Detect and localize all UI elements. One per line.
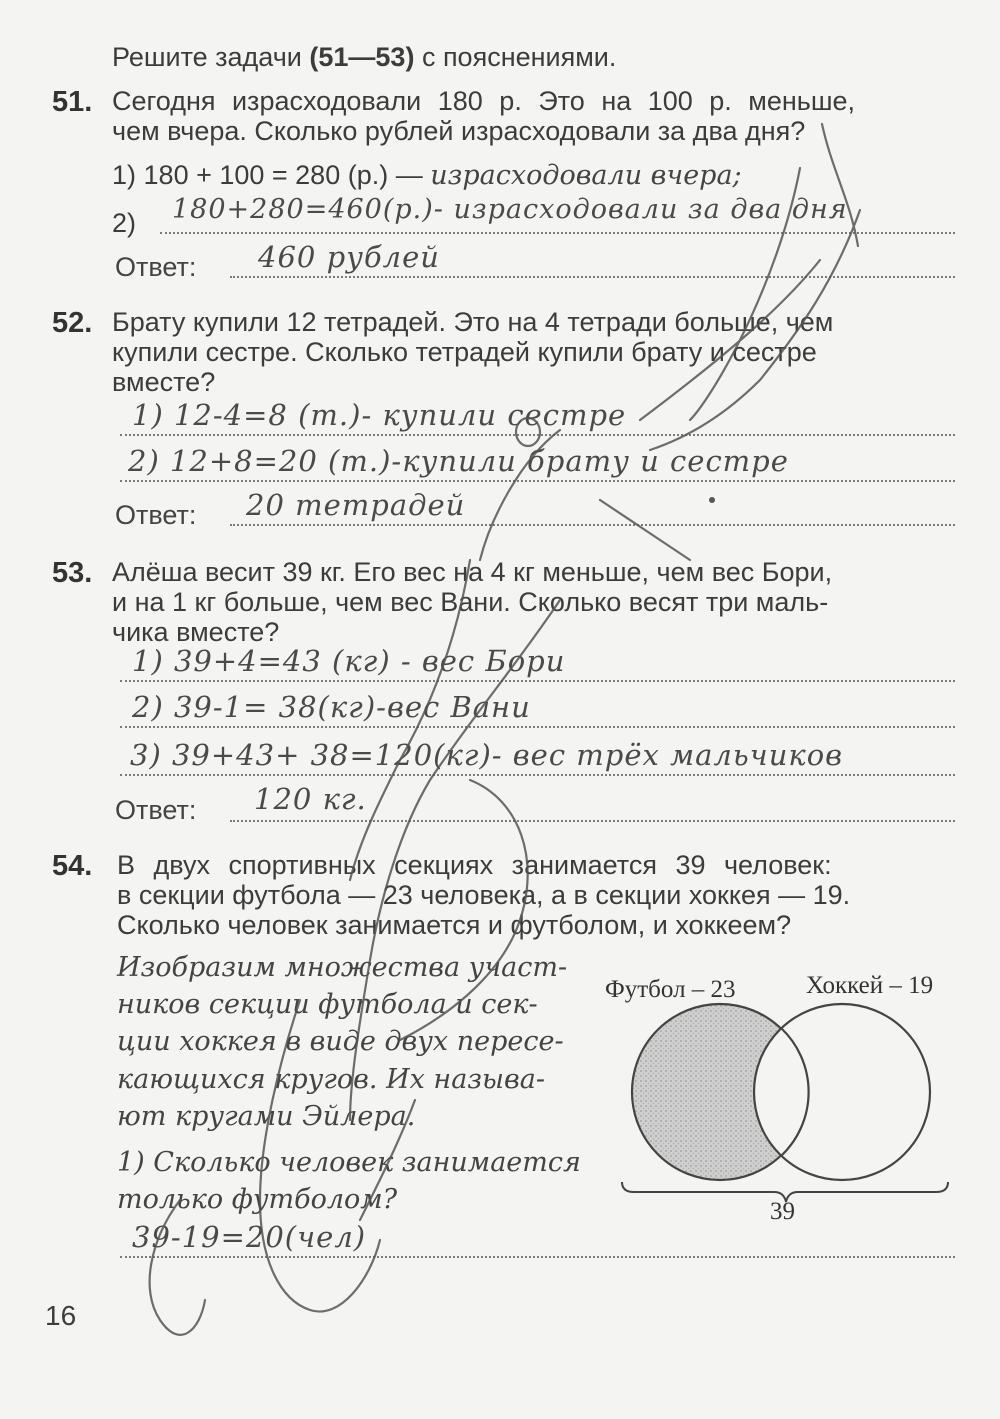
task-51-step1: 1) 180 + 100 = 280 (р.) — израсходовали вчера; [112, 160, 742, 191]
task-53-step3-handwritten: 3) 39+43+ 38=120(кг)- вес трёх мальчиков [130, 738, 844, 772]
label-hockey: Хоккей – 19 [806, 972, 934, 999]
task-53-step2-handwritten: 2) 39-1= 38(кг)-вес Вани [132, 690, 531, 724]
task-53-answer-label: Ответ: [115, 795, 197, 825]
label-total: 39 [770, 1198, 795, 1225]
task-51-step2-num: 2) [112, 208, 137, 238]
page-number: 16 [45, 1300, 77, 1331]
task-52-line2: купили сестре. Сколько тетрадей купили брату и сестре [112, 337, 817, 367]
task-53-answer-handwritten: 120 кг. [254, 782, 367, 816]
task-54-question1: 1) Сколько человек занимается [117, 1147, 581, 1178]
task-54-desc2: ников секции футбола и сек- [117, 989, 538, 1020]
task-53-step1-handwritten: 1) 39+4=43 (кг) - вес Бори [132, 644, 566, 678]
task-53-line1: Алёша весит 39 кг. Его вес на 4 кг меньше, чем вес Бори, [112, 557, 833, 587]
task-52-line3: вместе? [112, 367, 216, 397]
task-54-desc3: ции хоккея в виде двух пересе- [117, 1026, 564, 1057]
task-54-line3: Сколько человек занимается и футболом, и хоккеем? [117, 910, 792, 940]
task-52-step1-handwritten: 1) 12-4=8 (т.)- купили сестре [132, 398, 627, 432]
task-51-number: 51. [52, 86, 93, 118]
task-52-answer-label: Ответ: [115, 500, 197, 530]
task-51-answer-label: Ответ: [115, 252, 197, 282]
task-52-line1: Брату купили 12 тетрадей. Это на 4 тетради больше, чем [112, 307, 834, 337]
task-54-desc1: Изобразим множества участ- [117, 952, 568, 983]
task-54-question1-cont: только футболом? [117, 1184, 398, 1215]
task-51-line2: чем вчера. Сколько рублей израсходовали за два дня? [112, 116, 806, 146]
task-54-q1-handwritten: 39-19=20(чел) [132, 1220, 367, 1254]
task-53-line2: и на 1 кг больше, чем вес Вани. Сколько весят три маль- [112, 587, 829, 617]
task-54-line1: В двух спортивных секциях занимается 39 человек: [117, 850, 832, 880]
label-football: Футбол – 23 [605, 976, 736, 1003]
task-53-line3: чика вместе? [112, 617, 280, 647]
task-54-line2: в секции футбола — 23 человека, а в секции хоккея — 19. [117, 880, 851, 910]
task-52-number: 52. [52, 307, 93, 339]
instruction: Решите задачи (51—53) с пояснениями. [112, 42, 617, 72]
task-54-desc5: ют кругами Эйлера. [117, 1101, 416, 1132]
task-51-step2-handwritten: 180+280=460(р.)- израсходовали за два дня [172, 194, 848, 225]
task-54-desc4: кающихся кругов. Их называ- [117, 1064, 545, 1095]
task-51-line1: Сегодня израсходовали 180 р. Это на 100 р. меньше, [112, 86, 856, 116]
task-53-number: 53. [52, 557, 93, 589]
hockey-circle [754, 1004, 930, 1180]
task-52-answer-handwritten: 20 тетрадей [246, 488, 466, 522]
total-brace [622, 1182, 948, 1202]
task-51-answer-handwritten: 460 рублей [258, 240, 440, 274]
task-54-number: 54. [52, 850, 93, 882]
task-52-step2-handwritten: 2) 12+8=20 (т.)-купили брату и сестре [128, 444, 789, 478]
